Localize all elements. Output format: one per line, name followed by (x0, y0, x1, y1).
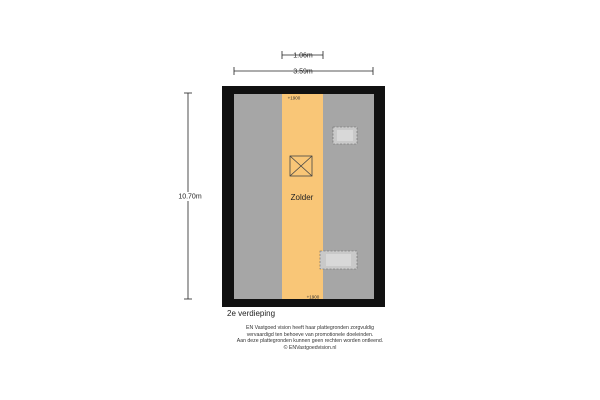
dimension-top-small-label: 1.06m (293, 52, 313, 60)
dimension-left-label: 10.70m (178, 193, 202, 201)
dimension-top-large (234, 67, 373, 76)
dimension-top-small (282, 51, 323, 60)
disclaimer-line: vervaardigd ten behoeve van promotionele doeleinden. (246, 331, 374, 338)
skylight-bottom-icon (320, 251, 357, 269)
disclaimer-line: © ENVastgoedvision.nl (283, 344, 337, 351)
skylight-top-icon (333, 127, 357, 144)
dimension-top-large-label: 3.59m (293, 68, 313, 76)
height-marker-bottom: +1900 (306, 294, 320, 300)
disclaimer-line: EN Vastgoed vision heeft haar plattegronden zorgvuldig (246, 325, 374, 331)
room-label: Zolder (290, 193, 314, 202)
floor-label: 2e verdieping (227, 309, 276, 318)
disclaimer (190, 325, 430, 351)
dimension-left (174, 93, 208, 299)
disclaimer-line: Aan deze plattegronden kunnen geen rechten worden ontleend. (236, 338, 384, 345)
height-marker-top: +1900 (287, 95, 301, 101)
